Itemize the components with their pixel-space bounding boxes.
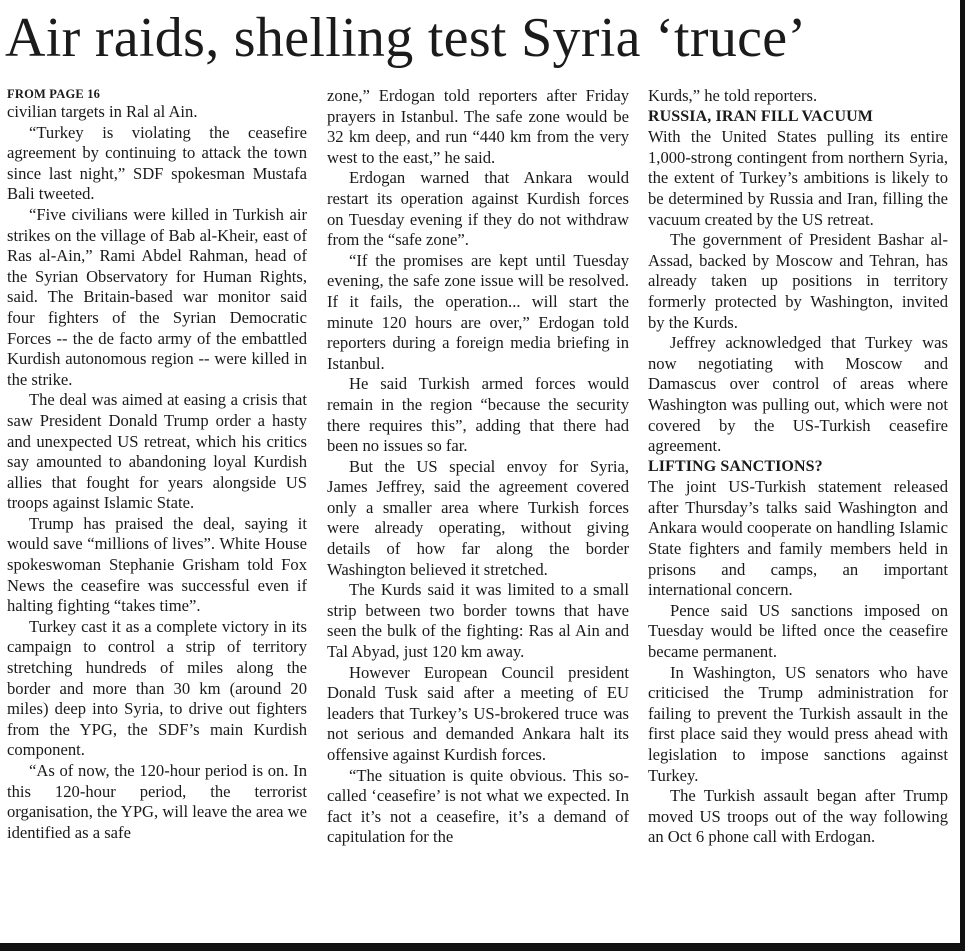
section-russia-iran <box>648 127 948 457</box>
paragraph: civilian targets in Ral al Ain. <box>7 102 198 121</box>
article-column-1 <box>7 86 307 944</box>
paragraph: Erdogan warned that Ankara would restart its operation against Kurdish forces on Tuesday evening if they do not withdraw from the “safe zone”. <box>327 168 629 250</box>
paragraph: “As of now, the 120-hour period is on. In this 120-hour period, the terrorist organisation, the YPG, will leave the area we identified as a safe <box>7 761 307 842</box>
paragraph: “Turkey is violating the ceasefire agreement by continuing to attack the town since last night,” SDF spokesman Mustafa Bali tweeted. <box>7 122 307 204</box>
paragraph: In Washington, US senators who have criticised the Trump administration for failing to prevent the Turkish assault in the first place said they would press ahead with legislation to impose sanctions against Turkey. <box>648 662 948 785</box>
column-2-body <box>327 86 629 848</box>
paragraph: The Turkish assault began after Trump moved US troops out of the way following an Oct 6 phone call with Erdogan. <box>648 786 948 847</box>
paragraph: The deal was aimed at easing a crisis that saw President Donald Trump order a hasty and unexpected US retreat, which his critics say amounted to abandoning loyal Kurdish allies that fought for years alongside US troops against Islamic State. <box>7 390 307 513</box>
paragraph: The Kurds said it was limited to a small strip between two border towns that have seen the bulk of the fighting: Ras al Ain and Tal Abyad, just 120 km away. <box>327 580 629 662</box>
section-lifting-sanctions <box>648 477 948 848</box>
headline: Air raids, shelling test Syria ‘truce’ <box>5 7 807 69</box>
article-column-3 <box>648 86 948 944</box>
paragraph: Kurds,” he told reporters. <box>648 86 818 105</box>
paragraph: “If the promises are kept until Tuesday evening, the safe zone issue will be resolved. If it fails, the operation... will start the minute 120 hours are over,” Erdogan told reporters during a foreign media briefing in Istanbul. <box>327 250 629 373</box>
subhead-lifting-sanctions: LIFTING SANCTIONS? <box>648 457 823 475</box>
page-frame-right <box>960 0 965 951</box>
paragraph: The joint US-Turkish statement released after Thursday’s talks said Washington and Ankara would cooperate on handling Islamic State fighters and family members held in prisons and camps, an important international concern. <box>648 477 948 600</box>
paragraph: Pence said US sanctions imposed on Tuesday would be lifted once the ceasefire became permanent. <box>648 600 948 662</box>
paragraph: He said Turkish armed forces would remain in the region “because the security there requires this”, adding that there had been no issues so far. <box>327 374 629 456</box>
paragraph: Trump has praised the deal, saying it would save “millions of lives”. White House spokeswoman Stephanie Grisham told Fox News the ceasefire was successful even if halting fighting “takes time”. <box>7 513 307 616</box>
paragraph: “Five civilians were killed in Turkish air strikes on the village of Bab al-Kheir, east of Ras al-Ain,” Rami Abdel Rahman, head of the Syrian Observatory for Human Rights, said. The Britain-based war monitor said four fighters of the Syrian Democratic Forces -- the de facto army of the embattled Kurdish autonomous region -- were killed in the strike. <box>7 204 307 389</box>
paragraph: zone,” Erdogan told reporters after Friday prayers in Istanbul. The safe zone would be 32 km deep, and run “440 km from the very west to the east,” he said. <box>327 86 629 167</box>
article-column-2 <box>327 86 629 944</box>
paragraph: “The situation is quite obvious. This so-called ‘ceasefire’ is not what we expected. In fact it’s not a ceasefire, it’s a demand of capitulation for the <box>327 765 629 847</box>
page-frame-bottom <box>0 943 965 951</box>
column-1-body <box>7 102 307 843</box>
continued-from-label: FROM PAGE 16 <box>7 87 101 101</box>
paragraph: Jeffrey acknowledged that Turkey was now negotiating with Moscow and Damascus over control of areas where Washington was pulling out, which were not covered by the US-Turkish ceasefire agreement. <box>648 333 948 456</box>
paragraph: With the United States pulling its entire 1,000-strong contingent from northern Syria, the extent of Turkey’s ambitions is likely to be determined by Russia and Iran, filling the vacuum created by the US retreat. <box>648 127 948 229</box>
paragraph: However European Council president Donald Tusk said after a meeting of EU leaders that Turkey’s US-brokered truce was not serious and demanded Ankara halt its offensive against Kurdish forces. <box>327 662 629 764</box>
paragraph: Turkey cast it as a complete victory in its campaign to control a strip of territory stretching hundreds of miles along the border and more than 30 km (around 20 miles) deep into Syria, to drive out fighters from the YPG, the SDF’s main Kurdish component. <box>7 616 307 760</box>
paragraph: The government of President Bashar al-Assad, backed by Moscow and Tehran, has already taken up positions in territory formerly protected by Washington, invited by the Kurds. <box>648 230 948 332</box>
paragraph: But the US special envoy for Syria, James Jeffrey, said the agreement covered only a smaller area where Turkish forces were already operating, without giving details of how far along the border Washington believed it stretched. <box>327 456 629 579</box>
subhead-russia-iran: RUSSIA, IRAN FILL VACUUM <box>648 107 873 125</box>
